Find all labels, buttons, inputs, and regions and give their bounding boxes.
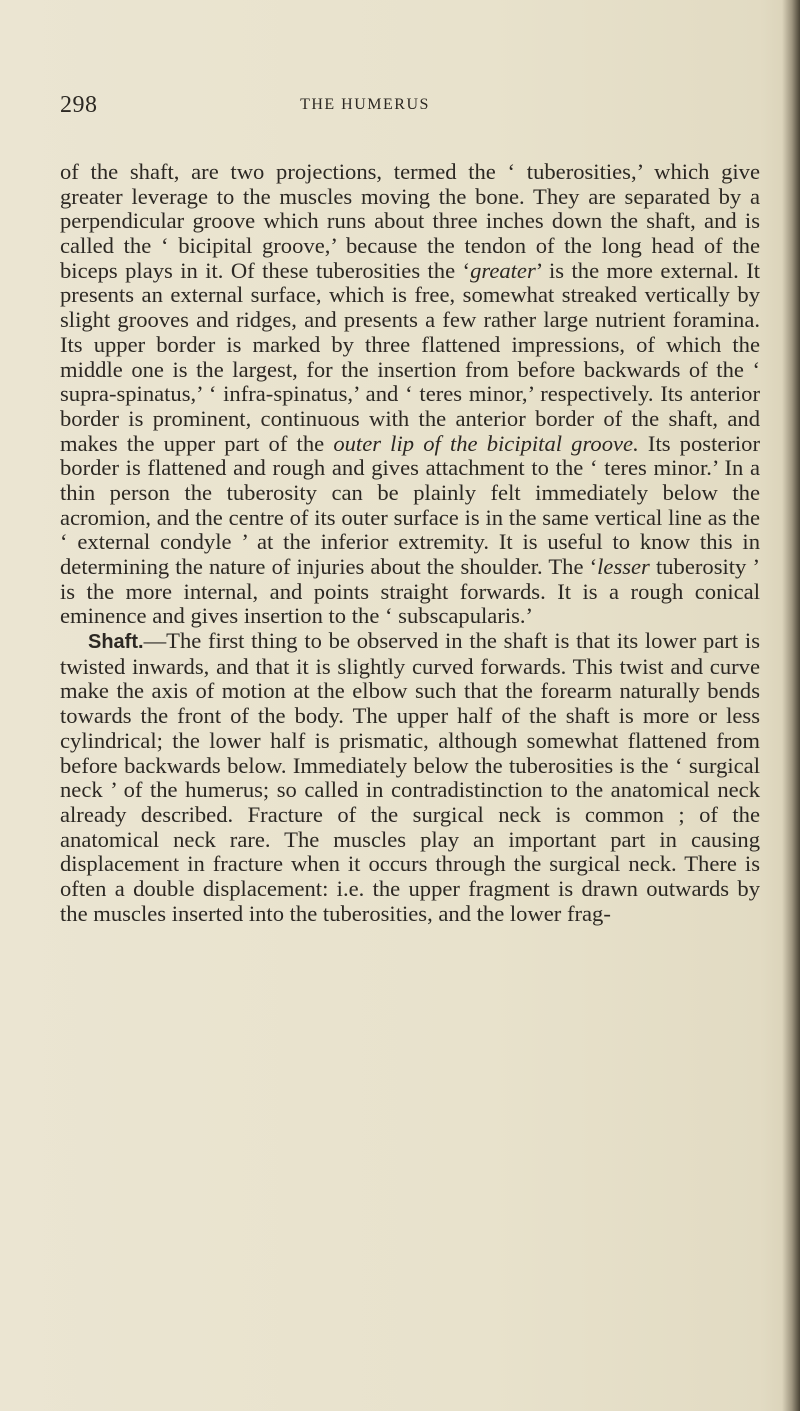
- paragraph-text: Its posterior border is flattened and rough and gives attachment to the ‘ teres minor.’ In a thin person the tuberosity can be plainly felt immediately below the acromion, and the centre of its outer surface is in the same vertical line as the ‘ external condyle ’ at the inferior extremity. It is useful to know this in determining the nature of injuries about the shoulder. The ‘: [60, 430, 760, 579]
- paragraph-text: —The first thing to be observed in the shaft is that its lower part is twisted inwards, and that it is slightly curved forwards. This twist and curve make the axis of motion at the elbow such that the forearm naturally bends towards the front of the body. The upper half of the shaft is more or less cylindrical; the lower half is prismatic, although somewhat flattened from before backwards below. Immediately below the tuberosities is the ‘ surgical neck ’ of the humerus; so called in contradistinction to the anatomical neck already described. Fracture of the surgical neck is common ; of the anatomical neck rare. The muscles play an important part in causing displacement in fracture when it occurs through the surgical neck. There is often a double displacement: i.e. the upper fragment is drawn outwards by the muscles inserted into the tuberosities, and the lower frag-: [60, 628, 760, 926]
- section-heading-shaft: Shaft.: [88, 631, 144, 654]
- running-head: THE HUMERUS: [300, 96, 430, 113]
- italic-greater: greater: [470, 257, 536, 283]
- paragraph-text: ’ is the more external. It presents an external surface, which is free, somewhat streaked vertically by slight grooves and ridges, and presents a few rather large nutrient foramina. Its upper border is marked by three flattened impressions, of which the middle one is the largest, for the insertion from before backwards of the ‘ supra-spinatus,’ ‘ infra-spinatus,’ and ‘ teres minor,’ respectively. Its anterior border is prominent, continuous with the anterior border of the shaft, and makes the upper part of the: [60, 257, 760, 456]
- page-header: [60, 92, 670, 122]
- paragraph-text: tuberosity ’ is the more internal, and points straight forwards. It is a rough conical eminence and gives insertion to the ‘ subscapularis.’: [60, 554, 760, 629]
- italic-lesser: lesser: [597, 554, 650, 579]
- page-number: 298: [60, 92, 98, 118]
- page-edge-shadow: [782, 0, 800, 1411]
- italic-outer-lip: outer lip of the bicipital groove.: [333, 430, 639, 456]
- paragraph-shaft: [60, 629, 760, 926]
- paragraph-text: of the shaft, are two projections, termed the ‘ tuberosities,’ which give greater leverage to the muscles moving the bone. They are separated by a perpendicular groove which runs about three inches down the shaft, and is called the ‘ bicipital groove,’ because the tendon of the long head of the biceps plays in it. Of these tuberosities the ‘: [60, 159, 760, 283]
- paragraph-tuberosities: [60, 160, 760, 629]
- body-text: [60, 160, 760, 926]
